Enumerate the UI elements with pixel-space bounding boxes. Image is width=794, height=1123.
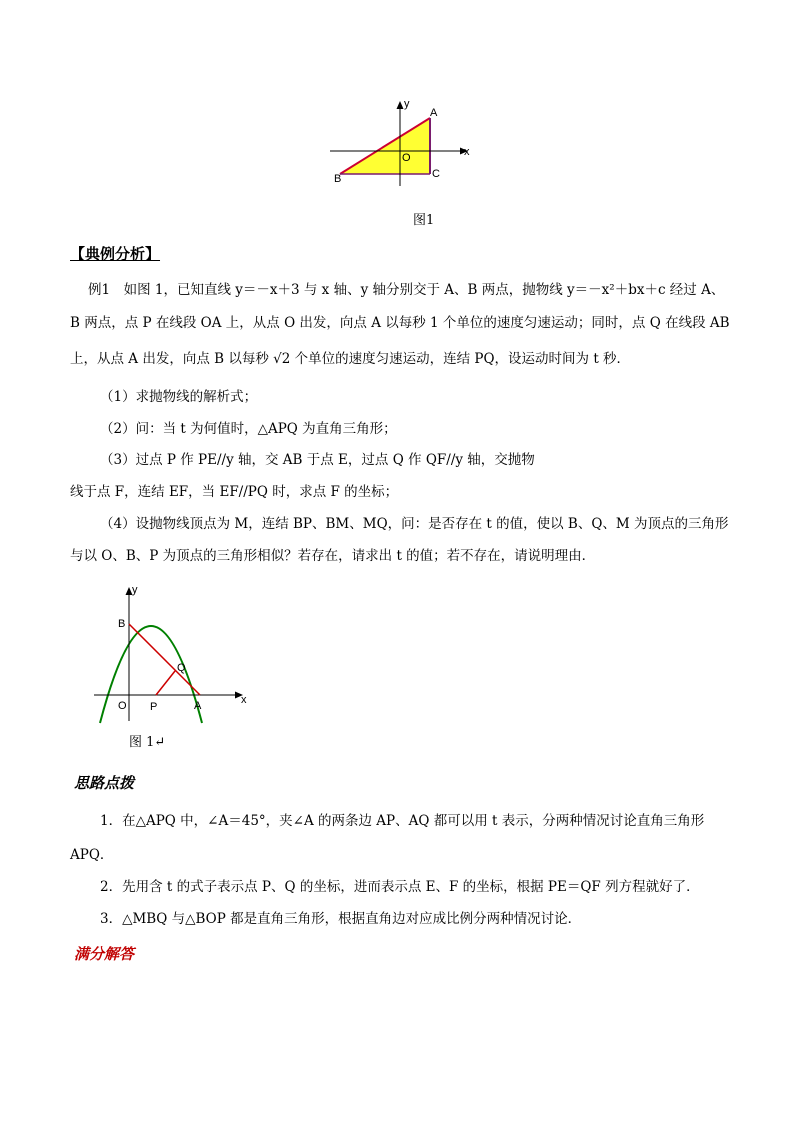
hint-3: 3．△MBQ 与△BOP 都是直角三角形，根据直角边对应成比例分两种情况讨论． [100,911,582,927]
label-y: y [404,98,410,110]
answer-title: 满分解答 [74,945,135,963]
question-3-line-2: 线于点 F，连结 EF，当 EF//PQ 时，求点 F 的坐标； [70,484,399,500]
label-o: O [402,152,411,164]
label-c: C [432,168,440,180]
question-3-line-1: （3）过点 P 作 PE//y 轴，交 AB 于点 E，过点 Q 作 QF//y 轴，交抛物 [100,452,535,468]
label-b: B [334,173,342,185]
hint-1-line-1: 1．在△APQ 中，∠A＝45°，夹∠A 的两条边 AP、AQ 都可以用 t 表示，分两种情况讨论直角三角形 [100,813,705,829]
hint-2: 2．先用含 t 的式子表示点 P、Q 的坐标，进而表示点 E、F 的坐标，根据 PE＝QF 列方程就好了． [100,879,700,895]
figure-2-caption: 图 1↵ [129,735,166,750]
problem-line-2: B 两点，点 P 在线段 OA 上，从点 O 出发，向点 A 以每秒 1 个单位的速度匀速运动；同时，点 Q 在线段 AB [70,315,730,331]
y-axis-arrow [397,101,404,109]
hints-title: 思路点拨 [74,774,135,792]
label-y: y [132,584,138,596]
question-2: （2）问：当 t 为何值时，△APQ 为直角三角形； [100,421,397,437]
hint-1-line-2: APQ． [70,847,114,863]
section-title: 【典例分析】 [70,245,161,263]
problem-line-3: 上，从点 A 出发，向点 B 以每秒 √2 个单位的速度匀速运动，连结 PQ，设运动时间为 t 秒． [70,351,631,367]
question-4-line-2: 与以 O、B、P 为顶点的三角形相似？若存在，请求出 t 的值；若不存在，请说明理由． [70,548,596,564]
label-o: O [118,700,127,712]
label-p: P [150,701,158,713]
figure-1 [326,96,476,186]
figure-2 [90,583,260,725]
problem-line-1: 例1 如图 1，已知直线 y＝－x＋3 与 x 轴、y 轴分别交于 A、B 两点，抛物线 y＝－x²＋bx＋c 经过 A、 [88,282,725,298]
segment-pq [156,671,175,695]
figure-1-caption: 图1 [413,213,435,228]
question-4-line-1: （4）设抛物线顶点为 M，连结 BP、BM、MQ，问：是否存在 t 的值，使以 B、Q、M 为顶点的三角形 [100,516,729,532]
label-a: A [194,700,202,712]
label-x: x [464,146,470,158]
label-x: x [241,694,247,706]
label-b: B [118,618,126,630]
label-a: A [430,107,438,119]
question-1: （1）求抛物线的解析式； [100,389,258,405]
label-q: Q [177,662,186,674]
